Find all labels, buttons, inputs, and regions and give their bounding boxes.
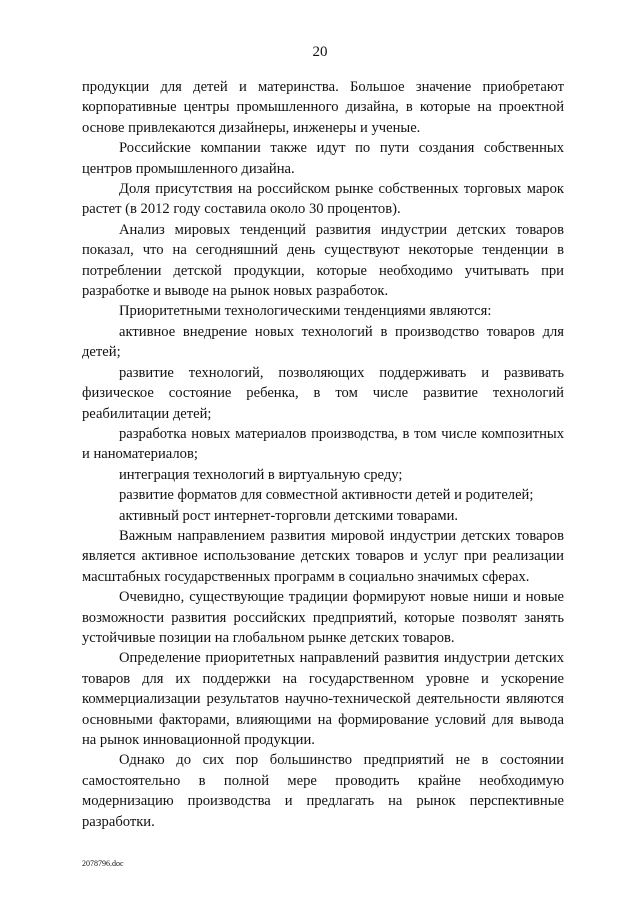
paragraph-state-programs: Важным направлением развития мировой индустрии детских товаров является активное использование детских товаров и услуг при реализации масштабных государственных программ в социально значимых сферах. <box>82 527 564 585</box>
list-item-online-retail: активный рост интернет-торговли детскими товарами. <box>119 507 459 524</box>
list-item-new-technologies: активное внедрение новых технологий в производство товаров для детей; <box>82 323 564 361</box>
paragraph-russian-companies: Российские компании также идут по пути создания собственных центров промышленного дизайна. <box>82 140 564 177</box>
paragraph-continuation: продукции для детей и материнства. Большое значение приобретают корпоративные центры промышленного дизайна, в которые на проектной основе привлекаются дизайнеры, инженеры и ученые. <box>82 79 564 136</box>
list-item-physical-development: развитие технологий, позволяющих поддерживать и развивать физическое состояние ребенка, в том числе развитие технологий реабилитации детей; <box>82 364 564 422</box>
paragraph-modernization: Однако до сих пор большинство предприятий не в состоянии самостоятельно в полной мере проводить крайне необходимую модернизацию производства и предлагать на рынок перспективные разработки. <box>82 752 564 830</box>
list-item-virtual-integration: интеграция технологий в виртуальную среду; <box>119 466 403 483</box>
document-body <box>82 77 564 832</box>
paragraph-priority-intro: Приоритетными технологическими тенденциями являются: <box>119 303 492 320</box>
document-filename: 2078796.doc <box>82 859 124 868</box>
paragraph-trend-analysis: Анализ мировых тенденций развития индустрии детских товаров показал, что на сегодняшний день существуют некоторые тенденции в потреблении детской продукции, которые необходимо учитывать при разработке и выводе на рынок новых разработок. <box>82 221 564 300</box>
paragraph-new-niches: Очевидно, существующие традиции формируют новые ниши и новые возможности развития российских предприятий, которые позволят занять устойчивые позиции на глобальном рынке детских товаров. <box>82 589 564 646</box>
page-number: 20 <box>312 44 328 60</box>
list-item-joint-activity: развитие форматов для совместной активности детей и родителей; <box>119 487 534 504</box>
list-item-new-materials: разработка новых материалов производства, в том числе композитных и наноматериалов; <box>82 425 564 463</box>
paragraph-priority-directions: Определение приоритетных направлений развития индустрии детских товаров для их поддержки на государственном уровне и ускорение коммерциализации результатов научно-технической деятельности являются основными факторами, влияющими на формирование условий для вывода на рынок инновационной продукции. <box>82 650 564 748</box>
paragraph-private-labels: Доля присутствия на российском рынке собственных торговых марок растет (в 2012 году составила около 30 процентов). <box>82 181 564 218</box>
